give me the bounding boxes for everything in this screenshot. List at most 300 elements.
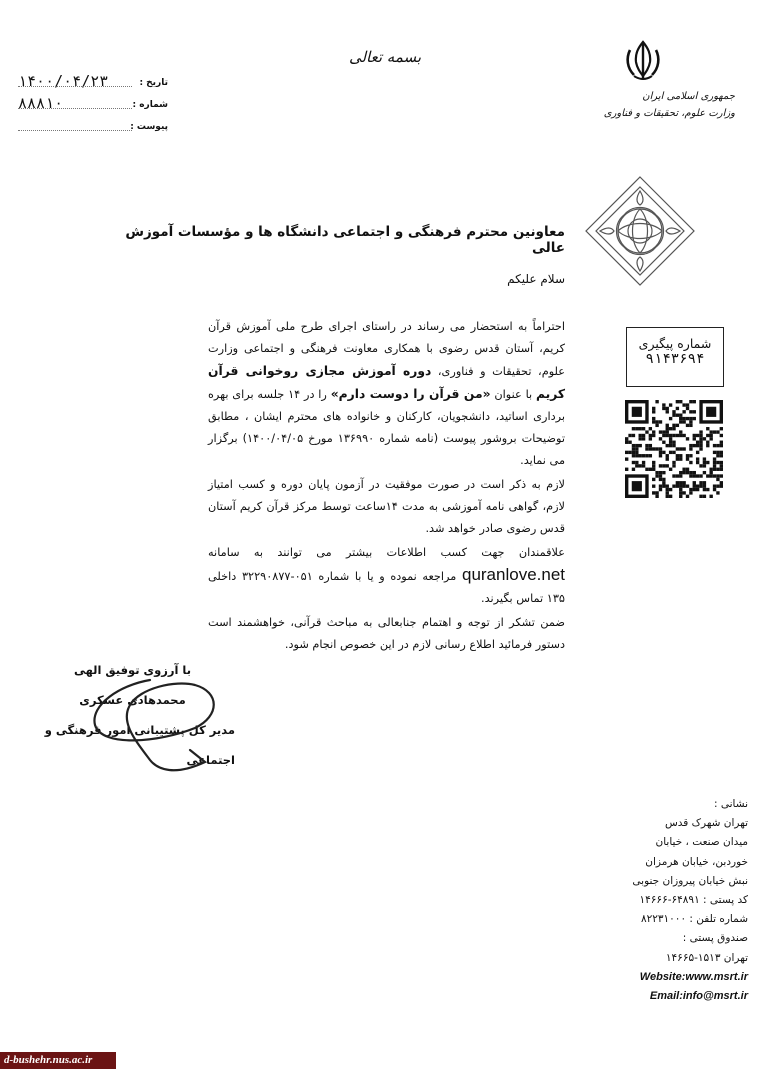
signature-closing: با آرزوی توفیق الهی — [73, 663, 192, 677]
qr-module — [716, 444, 719, 447]
qr-module — [709, 471, 712, 474]
qr-module — [672, 484, 675, 487]
qr-module — [679, 488, 682, 491]
qr-module — [713, 464, 716, 467]
qr-module — [672, 461, 675, 464]
qr-module — [693, 488, 696, 491]
email-address[interactable]: Email:info@msrt.ir — [649, 990, 748, 1003]
qr-module — [699, 434, 702, 437]
qr-module — [699, 444, 702, 447]
qr-module — [655, 424, 658, 427]
qr-module — [659, 454, 662, 457]
qr-module — [682, 468, 685, 471]
paragraph-3 — [208, 542, 565, 610]
qr-module — [669, 441, 672, 444]
qr-module — [652, 434, 655, 437]
qr-module — [666, 484, 669, 487]
qr-module — [699, 441, 702, 444]
qr-module — [703, 471, 706, 474]
qr-module — [672, 434, 675, 437]
qr-module — [666, 457, 669, 460]
qr-module — [645, 444, 648, 447]
qr-module — [686, 407, 689, 410]
qr-module — [655, 474, 658, 477]
qr-module — [706, 441, 709, 444]
qr-module — [669, 417, 672, 420]
qr-module — [669, 468, 672, 471]
qr-module — [682, 403, 685, 406]
paragraph-4: ضمن تشکر از توجه و اهتمام جنابعالی به مباحث قرآنی، خواهشمند است دستور فرمائید اطلاع رسانی لازم در این خصوص انجام شود. — [208, 616, 565, 651]
qr-module — [682, 410, 685, 413]
qr-module — [682, 447, 685, 450]
qr-module — [716, 454, 719, 457]
qr-module — [679, 474, 682, 477]
qr-module — [662, 403, 665, 406]
qr-module — [625, 437, 628, 440]
qr-module — [686, 484, 689, 487]
qr-module — [639, 434, 642, 437]
qr-module — [689, 424, 692, 427]
qr-module — [713, 430, 716, 433]
address-line: تهران شهرک قدس — [664, 817, 748, 830]
qr-module — [679, 457, 682, 460]
address-line: کد پستی : ۶۴۸۹۱-۱۴۶۶۶ — [639, 894, 748, 907]
qr-module — [666, 427, 669, 430]
qr-finder — [632, 481, 642, 491]
meta-date-label: تاریخ : — [139, 78, 168, 88]
qr-module — [686, 471, 689, 474]
qr-module — [679, 400, 682, 403]
qr-module — [639, 427, 642, 430]
qr-module — [676, 414, 679, 417]
qr-module — [635, 447, 638, 450]
qr-module — [669, 427, 672, 430]
qr-module — [693, 474, 696, 477]
qr-module — [652, 468, 655, 471]
paragraph-1-mid: با عنوان — [494, 388, 533, 401]
course-title: «من قرآن را دوست دارم» — [330, 387, 491, 401]
qr-module — [625, 441, 628, 444]
qr-module — [679, 454, 682, 457]
qr-module — [659, 430, 662, 433]
address-line: خوردبن، خیابان هرمزان — [645, 855, 748, 868]
qr-module — [696, 451, 699, 454]
qr-module — [679, 414, 682, 417]
qr-module — [632, 468, 635, 471]
qr-module — [686, 424, 689, 427]
qr-module — [716, 484, 719, 487]
qr-module — [666, 454, 669, 457]
ministry-line: جمهوری اسلامی ایران — [642, 91, 735, 102]
qr-module — [720, 484, 723, 487]
greeting: سلام علیکم — [507, 272, 565, 286]
paragraph-1-end: را در ۱۴ جلسه برای بهره برداری اساتید، دانشجویان، کارکنان و خانواده های محترم ایشان ، مطابق توضیحات بروشور پیوست (نامه شماره ۱۳۶۹۹۰ مورخ ۱۴۰۰/۰۴/۰۵) برگزار می نماید. — [208, 388, 565, 467]
qr-module — [676, 447, 679, 450]
meta-attachment-label: پیوست : — [130, 122, 168, 132]
qr-module — [682, 481, 685, 484]
qr-module — [659, 420, 662, 423]
qr-module — [696, 444, 699, 447]
qr-module — [703, 461, 706, 464]
qr-module — [686, 437, 689, 440]
qr-module — [666, 491, 669, 494]
address-heading: نشانی : — [713, 798, 748, 810]
qr-module — [672, 424, 675, 427]
qr-module — [666, 444, 669, 447]
qr-module — [706, 488, 709, 491]
qr-module — [672, 427, 675, 430]
qr-module — [709, 430, 712, 433]
qr-module — [635, 427, 638, 430]
qr-module — [689, 474, 692, 477]
qr-module — [706, 427, 709, 430]
qr-module — [662, 484, 665, 487]
qr-module — [699, 484, 702, 487]
qr-module — [679, 484, 682, 487]
qr-module — [649, 437, 652, 440]
qr-module — [679, 420, 682, 423]
qr-module — [693, 434, 696, 437]
qr-module — [686, 454, 689, 457]
qr-module — [679, 491, 682, 494]
qr-module — [659, 471, 662, 474]
qr-module — [642, 427, 645, 430]
qr-module — [628, 434, 631, 437]
qr-module — [713, 461, 716, 464]
qr-module — [682, 417, 685, 420]
qr-module — [642, 437, 645, 440]
qr-module — [686, 457, 689, 460]
qr-module — [625, 451, 628, 454]
address-line: شماره تلفن : ۸۲۲۳۱۰۰۰ — [640, 913, 748, 926]
qr-module — [649, 468, 652, 471]
qr-module — [713, 451, 716, 454]
qr-module — [720, 441, 723, 444]
qr-module — [679, 481, 682, 484]
qr-module — [716, 491, 719, 494]
website-url[interactable]: Website:www.msrt.ir — [639, 970, 748, 983]
qr-module — [666, 464, 669, 467]
qr-module — [652, 447, 655, 450]
qr-module — [679, 447, 682, 450]
qr-module — [699, 495, 702, 498]
qr-module — [669, 451, 672, 454]
qr-module — [666, 488, 669, 491]
qr-module — [642, 434, 645, 437]
qr-module — [659, 474, 662, 477]
ministry-name — [585, 88, 735, 122]
qr-module — [649, 444, 652, 447]
qr-module — [676, 474, 679, 477]
qr-module — [676, 484, 679, 487]
qr-module — [720, 444, 723, 447]
qr-module — [713, 474, 716, 477]
qr-module — [639, 437, 642, 440]
qr-module — [679, 495, 682, 498]
qr-module — [672, 410, 675, 413]
qr-module — [720, 468, 723, 471]
qr-module — [689, 454, 692, 457]
qr-module — [635, 461, 638, 464]
qr-module — [652, 461, 655, 464]
qr-module — [693, 410, 696, 413]
qr-module — [696, 484, 699, 487]
qr-module — [693, 417, 696, 420]
qr-module — [655, 495, 658, 498]
qr-module — [672, 451, 675, 454]
paragraph-1 — [208, 316, 565, 472]
qr-module — [632, 427, 635, 430]
qr-module — [679, 471, 682, 474]
qr-module — [693, 471, 696, 474]
website-link[interactable]: quranlove.net — [461, 565, 566, 584]
qr-module — [666, 495, 669, 498]
qr-module — [689, 444, 692, 447]
qr-module — [693, 481, 696, 484]
qr-module — [676, 481, 679, 484]
qr-module — [659, 488, 662, 491]
qr-module — [672, 464, 675, 467]
qr-module — [672, 414, 675, 417]
qr-module — [720, 454, 723, 457]
address-block — [598, 795, 748, 1006]
qr-module — [655, 400, 658, 403]
meta-date-row — [18, 72, 168, 94]
qr-module — [652, 484, 655, 487]
qr-module — [676, 434, 679, 437]
qr-module — [676, 407, 679, 410]
qr-module — [689, 420, 692, 423]
qr-module — [666, 430, 669, 433]
qr-module — [659, 478, 662, 481]
qr-module — [720, 481, 723, 484]
qr-module — [706, 434, 709, 437]
qr-module — [679, 434, 682, 437]
qr-module — [703, 481, 706, 484]
qr-module — [720, 427, 723, 430]
qr-module — [713, 484, 716, 487]
qr-module — [682, 484, 685, 487]
qr-module — [713, 468, 716, 471]
qr-module — [689, 447, 692, 450]
qr-module — [645, 468, 648, 471]
qr-module — [693, 484, 696, 487]
qr-module — [689, 491, 692, 494]
qr-module — [669, 444, 672, 447]
qr-finder — [632, 407, 642, 417]
qr-module — [703, 437, 706, 440]
qr-module — [720, 451, 723, 454]
qr-module — [652, 420, 655, 423]
qr-module — [709, 468, 712, 471]
iran-emblem-icon — [622, 38, 664, 82]
qr-module — [720, 434, 723, 437]
qr-module — [689, 461, 692, 464]
qr-module — [642, 454, 645, 457]
qr-module — [696, 434, 699, 437]
qr-module — [662, 441, 665, 444]
qr-module — [662, 434, 665, 437]
qr-module — [689, 471, 692, 474]
course-name: دوره آموزش مجازی روخوانی قرآن کریم — [208, 364, 566, 401]
qr-module — [652, 491, 655, 494]
qr-module — [676, 400, 679, 403]
qr-module — [659, 437, 662, 440]
meta-number-value: ۸۸۸۱۰ — [18, 94, 64, 112]
qr-module — [662, 451, 665, 454]
qr-module — [632, 454, 635, 457]
qr-finder — [706, 407, 716, 417]
qr-module — [639, 464, 642, 467]
qr-module — [696, 457, 699, 460]
qr-module — [649, 434, 652, 437]
meta-date-value: ۱۴۰۰/۰۴/۲۳ — [18, 72, 109, 90]
qr-module — [709, 495, 712, 498]
qr-module — [676, 424, 679, 427]
qr-code-icon — [625, 400, 723, 498]
qr-module — [649, 427, 652, 430]
qr-module — [709, 437, 712, 440]
qr-module — [686, 403, 689, 406]
qr-module — [655, 471, 658, 474]
qr-module — [649, 447, 652, 450]
qr-module — [625, 468, 628, 471]
qr-module — [686, 417, 689, 420]
paragraph-2: لازم به ذکر است در صورت موفقیت در آزمون پایان دوره و کسب امتیاز لازم، گواهی نامه آموزشی به مدت ۱۴ساعت توسط مرکز قرآن کریم آستان قدس رضوی صادر خواهد شد. — [208, 478, 566, 535]
qr-module — [652, 410, 655, 413]
qr-module — [652, 430, 655, 433]
qr-module — [669, 488, 672, 491]
meta-attachment-row — [18, 116, 168, 138]
qr-module — [652, 407, 655, 410]
qr-module — [686, 495, 689, 498]
qr-module — [689, 417, 692, 420]
qr-module — [689, 400, 692, 403]
qr-module — [666, 424, 669, 427]
qr-module — [716, 474, 719, 477]
qr-module — [635, 464, 638, 467]
qr-module — [693, 437, 696, 440]
ornament-icon — [584, 175, 696, 287]
qr-module — [703, 457, 706, 460]
qr-module — [682, 491, 685, 494]
signature-scribble-icon — [80, 650, 240, 785]
footer-domain-badge: d-bushehr.nus.ac.ir — [0, 1052, 116, 1069]
signatory-name: محمدهادی عسکری — [79, 693, 186, 707]
qr-module — [706, 461, 709, 464]
qr-module — [659, 447, 662, 450]
meta-number-label: شماره : — [132, 100, 168, 110]
meta-dots — [18, 86, 132, 87]
qr-module — [696, 441, 699, 444]
qr-module — [679, 417, 682, 420]
qr-module — [716, 478, 719, 481]
bismillah-heading: بسمه تعالی — [348, 48, 422, 66]
qr-module — [689, 410, 692, 413]
qr-module — [713, 444, 716, 447]
qr-module — [635, 454, 638, 457]
letter-body — [208, 316, 565, 658]
qr-module — [632, 447, 635, 450]
address-line: نبش خیابان پیروزان جنوبی — [632, 874, 748, 887]
qr-module — [672, 474, 675, 477]
qr-module — [642, 464, 645, 467]
qr-module — [628, 451, 631, 454]
qr-module — [662, 481, 665, 484]
qr-module — [649, 454, 652, 457]
qr-module — [696, 461, 699, 464]
qr-module — [682, 420, 685, 423]
tracking-number: ۹۱۴۳۶۹۴ — [645, 351, 705, 367]
qr-module — [666, 407, 669, 410]
address-line: میدان صنعت ، خیابان — [655, 836, 748, 849]
qr-module — [699, 474, 702, 477]
qr-module — [655, 491, 658, 494]
qr-module — [676, 457, 679, 460]
qr-module — [669, 434, 672, 437]
meta-dots — [18, 130, 132, 131]
qr-module — [720, 474, 723, 477]
qr-module — [635, 444, 638, 447]
qr-module — [628, 441, 631, 444]
qr-module — [699, 464, 702, 467]
meta-dots — [18, 108, 132, 109]
qr-module — [716, 468, 719, 471]
qr-module — [672, 441, 675, 444]
qr-module — [632, 434, 635, 437]
qr-module — [709, 434, 712, 437]
qr-module — [679, 430, 682, 433]
qr-module — [662, 464, 665, 467]
qr-module — [625, 457, 628, 460]
qr-module — [713, 488, 716, 491]
qr-module — [669, 495, 672, 498]
qr-module — [645, 447, 648, 450]
qr-module — [645, 454, 648, 457]
qr-module — [652, 464, 655, 467]
qr-module — [632, 461, 635, 464]
qr-module — [716, 451, 719, 454]
qr-module — [635, 451, 638, 454]
qr-module — [689, 488, 692, 491]
qr-module — [639, 454, 642, 457]
qr-module — [716, 430, 719, 433]
qr-module — [706, 444, 709, 447]
qr-module — [645, 430, 648, 433]
qr-module — [655, 420, 658, 423]
qr-module — [662, 478, 665, 481]
qr-module — [632, 444, 635, 447]
qr-module — [652, 417, 655, 420]
qr-module — [703, 464, 706, 467]
qr-module — [693, 444, 696, 447]
qr-module — [720, 461, 723, 464]
signatory-title: مدیر کل پشتیبانی امور فرهنگی و اجتماعی — [44, 723, 235, 767]
letter-meta — [18, 72, 168, 138]
address-line: صندوق پستی : — [682, 932, 748, 945]
ministry-line: وزارت علوم، تحقیقات و فناوری — [603, 108, 735, 119]
qr-module — [703, 488, 706, 491]
qr-module — [696, 474, 699, 477]
qr-module — [703, 495, 706, 498]
qr-module — [659, 451, 662, 454]
qr-module — [672, 444, 675, 447]
qr-module — [716, 461, 719, 464]
qr-module — [669, 403, 672, 406]
qr-module — [696, 488, 699, 491]
qr-module — [659, 464, 662, 467]
paragraph-3-end: مراجعه نموده و یا با شماره ۰۵۱-۳۲۲۹۰۸۷۷ داخلی ۱۳۵ تماس بگیرند. — [208, 570, 565, 605]
